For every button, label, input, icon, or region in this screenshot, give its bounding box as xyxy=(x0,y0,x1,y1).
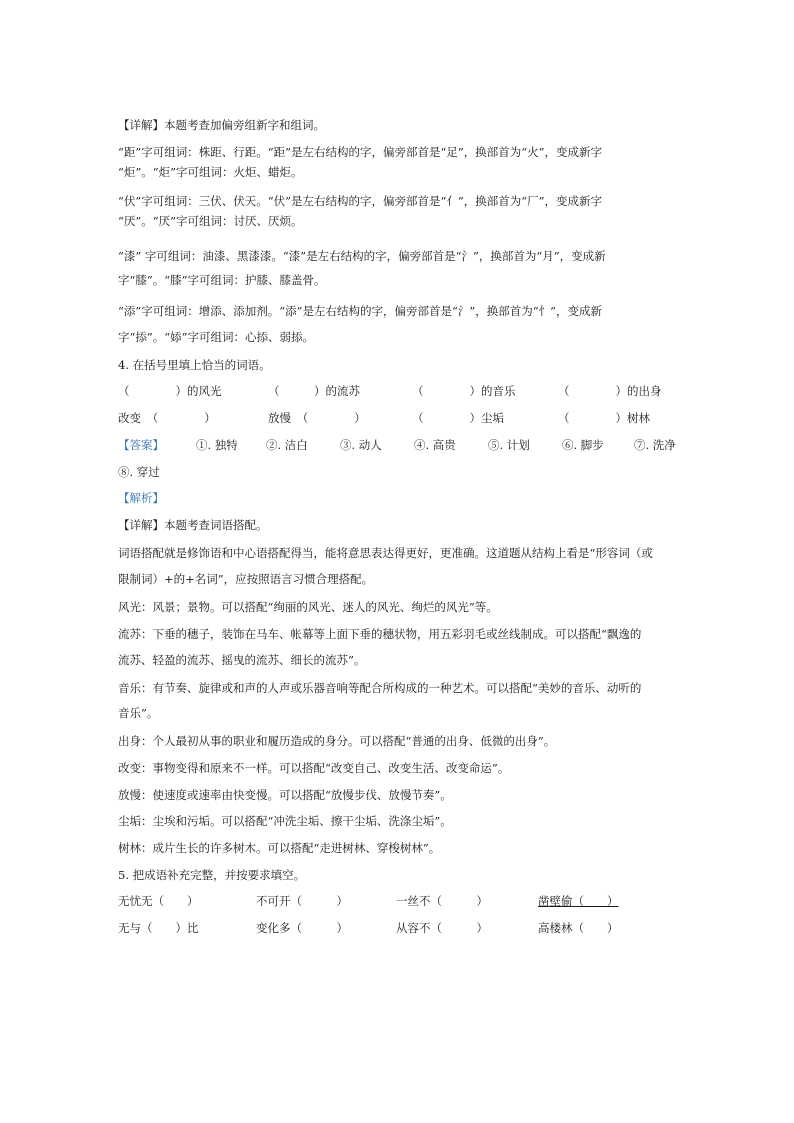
fill-blank[interactable]: 改变 （ ） xyxy=(118,411,216,425)
detail-text: “炬”。“炬”字可组词：火炬、蜡炬。 xyxy=(118,165,303,179)
fill-blank[interactable]: （ ）尘垢 xyxy=(412,411,504,425)
analysis-text: 树林：成片生长的许多树木。可以搭配“走进树林、穿梭树林”。 xyxy=(118,841,441,855)
question-5-title: 5. 把成语补充完整，并按要求填空。 xyxy=(118,868,306,882)
detail-text: “距”字可组词：株距、行距。“距”是左右结构的字，偏旁部首是“足”，换部首为“火”，变成新字 xyxy=(118,145,603,159)
idiom-blank[interactable]: 无与（ ）比 xyxy=(118,921,199,935)
answer-label: 【答案】 xyxy=(118,438,164,452)
fill-blank[interactable]: （ ）的风光 xyxy=(118,384,222,398)
analysis-text: 尘垢：尘埃和污垢。可以搭配“冲洗尘垢、擦干尘垢、洗涤尘垢”。 xyxy=(118,814,452,828)
analysis-text: 流苏：下垂的穗子，装饰在马车、帐幕等上面下垂的穗状物，用五彩羽毛或丝线制成。可以搭配“飘逸的 xyxy=(118,627,642,641)
fill-blank[interactable]: 放慢 （ ） xyxy=(268,411,366,425)
answer-item: ④. 高贵 xyxy=(414,438,456,452)
analysis-label: 【解析】 xyxy=(118,491,164,505)
analysis-text: 出身：个人最初从事的职业和履历造成的身分。可以搭配“普通的出身、低微的出身”。 xyxy=(118,734,556,748)
idiom-blank[interactable]: 从容不（ ） xyxy=(396,921,488,935)
detail-text: “厌”。“厌”字可组词：讨厌、厌烦。 xyxy=(118,214,303,228)
idiom-blank[interactable]: 无忧无（ ） xyxy=(118,894,199,908)
analysis-text: 音乐：有节奏、旋律或和声的人声或乐器音响等配合所构成的一种艺术。可以搭配“美妙的音乐、动听的 xyxy=(118,681,642,695)
detail-text: 字“掭”。“婖”字可组词：心掭、弱掭。 xyxy=(118,330,315,344)
idiom-blank[interactable]: 变化多（ ） xyxy=(256,921,348,935)
question-4-title: 4. 在括号里填上恰当的词语。 xyxy=(118,358,271,372)
answer-item: ②. 洁白 xyxy=(266,438,308,452)
detail-text: “漆” 字可组词：油漆、黑漆漆。“漆”是左右结构的字，偏旁部首是“氵”，换部首为“月”，变成新 xyxy=(118,249,606,263)
idiom-blank[interactable]: 高楼林（ ） xyxy=(538,921,619,935)
answer-item: ⑧. 穿过 xyxy=(118,465,160,479)
idiom-blank[interactable]: 不可开（ ） xyxy=(256,894,348,908)
detail-text: 字“膝”。“膝”字可组词：护膝、膝盖骨。 xyxy=(118,273,326,287)
answer-item: ⑦. 洗净 xyxy=(634,438,676,452)
idiom-blank[interactable]: 凿壁偷（ ） xyxy=(538,894,619,908)
analysis-detail: 【详解】本题考查词语搭配。 xyxy=(118,518,268,532)
idiom-blank[interactable]: 一丝不（ ） xyxy=(396,894,488,908)
analysis-text: 词语搭配就是修饰语和中心语搭配得当，能将意思表达得更好，更准确。这道题从结构上看是“形容词（或 xyxy=(118,546,653,560)
answer-item: ①. 独特 xyxy=(196,438,238,452)
answer-item: ⑥. 脚步 xyxy=(562,438,604,452)
detail-heading: 【详解】本题考查加偏旁组新字和组词。 xyxy=(118,118,325,132)
fill-blank[interactable]: （ ）树林 xyxy=(558,411,650,425)
answer-item: ⑤. 计划 xyxy=(488,438,530,452)
detail-text: “伏”字可组词：三伏、伏天。“伏”是左右结构的字，偏旁部首是“亻”，换部首为“厂”，变成新字 xyxy=(118,194,603,208)
fill-blank[interactable]: （ ）的出身 xyxy=(558,384,662,398)
detail-text: “添”字可组词：增添、添加剂。“添”是左右结构的字，偏旁部首是“氵”，换部首为“忄”，变成新 xyxy=(118,304,603,318)
analysis-text: 放慢：使速度或速率由快变慢。可以搭配“放慢步伐、放慢节奏”。 xyxy=(118,788,452,802)
analysis-text: 流苏、轻盈的流苏、摇曳的流苏、细长的流苏”。 xyxy=(118,653,366,667)
fill-blank[interactable]: （ ）的音乐 xyxy=(412,384,516,398)
analysis-text: 风光：风景；景物。可以搭配“绚丽的风光、迷人的风光、绚烂的风光”等。 xyxy=(118,600,498,614)
analysis-text: 限制词）+的+名词”，应按照语言习惯合理搭配。 xyxy=(118,572,374,586)
analysis-text: 改变：事物变得和原来不一样。可以搭配“改变自己、改变生活、改变命运”。 xyxy=(118,761,510,775)
fill-blank[interactable]: （ ）的流苏 xyxy=(268,384,360,398)
answer-item: ③. 动人 xyxy=(340,438,382,452)
analysis-text: 音乐”。 xyxy=(118,706,159,720)
